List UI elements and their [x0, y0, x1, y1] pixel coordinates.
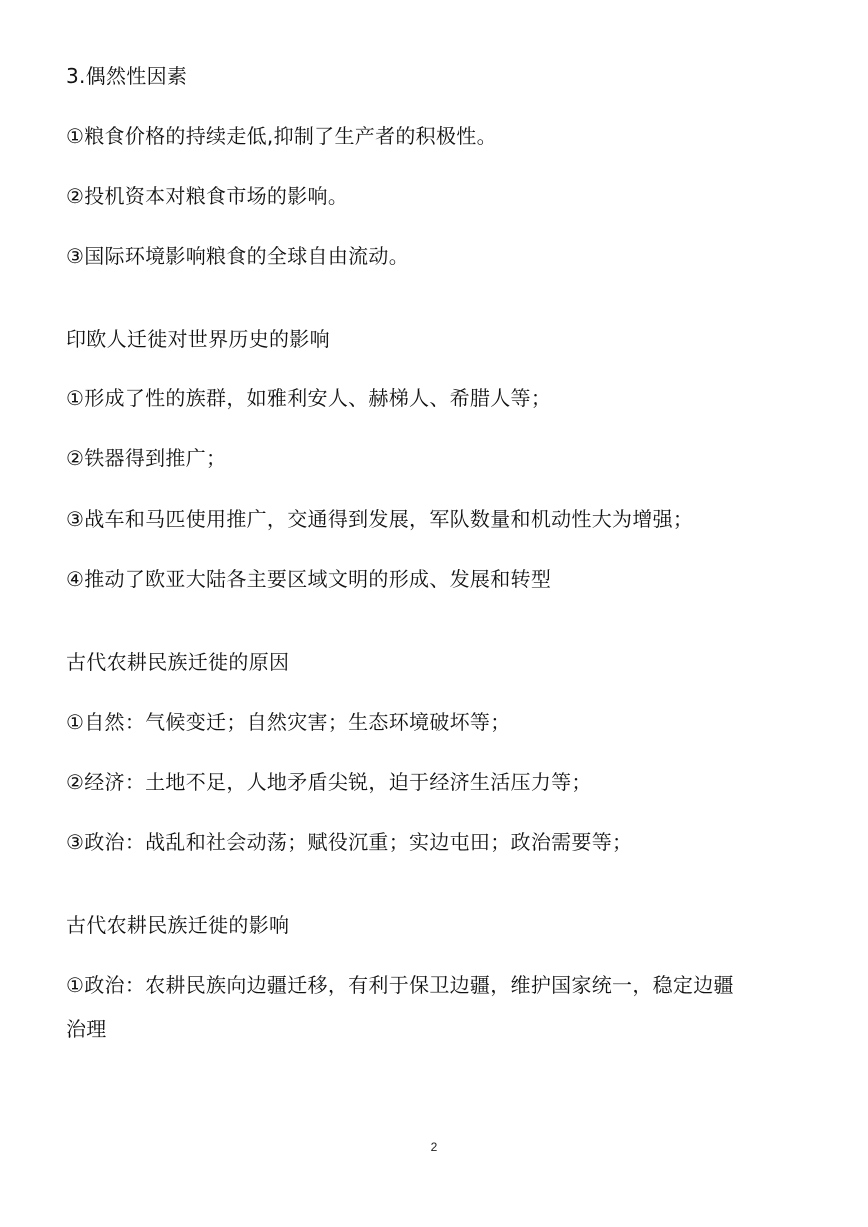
list-item: ④推动了欧亚大陆各主要区域文明的形成、发展和转型	[66, 567, 552, 591]
list-item: ③战车和马匹使用推广，交通得到发展，军队数量和机动性大为增强；	[66, 507, 694, 531]
list-item: ①形成了性的族群，如雅利安人、赫梯人、希腊人等；	[66, 386, 552, 410]
section-heading: 古代农耕民族迁徙的原因	[66, 650, 290, 674]
list-item: ③政治：战乱和社会动荡；赋役沉重；实边屯田；政治需要等；	[66, 830, 633, 854]
list-item: ②投机资本对粮食市场的影响。	[66, 184, 349, 208]
section-heading: 3.偶然性因素	[66, 64, 188, 88]
list-item: ①政治：农耕民族向边疆迁移，有利于保卫边疆，维护国家统一，稳定边疆	[66, 973, 734, 997]
section-heading: 古代农耕民族迁徙的影响	[66, 913, 290, 937]
list-item: ③国际环境影响粮食的全球自由流动。	[66, 244, 410, 268]
list-item: ①自然：气候变迁；自然灾害；生态环境破坏等；	[66, 710, 511, 734]
list-item: ①粮食价格的持续走低,抑制了生产者的积极性。	[66, 124, 497, 148]
page-number: 2	[430, 1140, 438, 1154]
list-item-continuation: 治理	[66, 1017, 107, 1041]
section-heading: 印欧人迁徙对世界历史的影响	[66, 327, 330, 351]
list-item: ②铁器得到推广；	[66, 446, 227, 470]
list-item: ②经济：土地不足，人地矛盾尖锐，迫于经济生活压力等；	[66, 770, 592, 794]
